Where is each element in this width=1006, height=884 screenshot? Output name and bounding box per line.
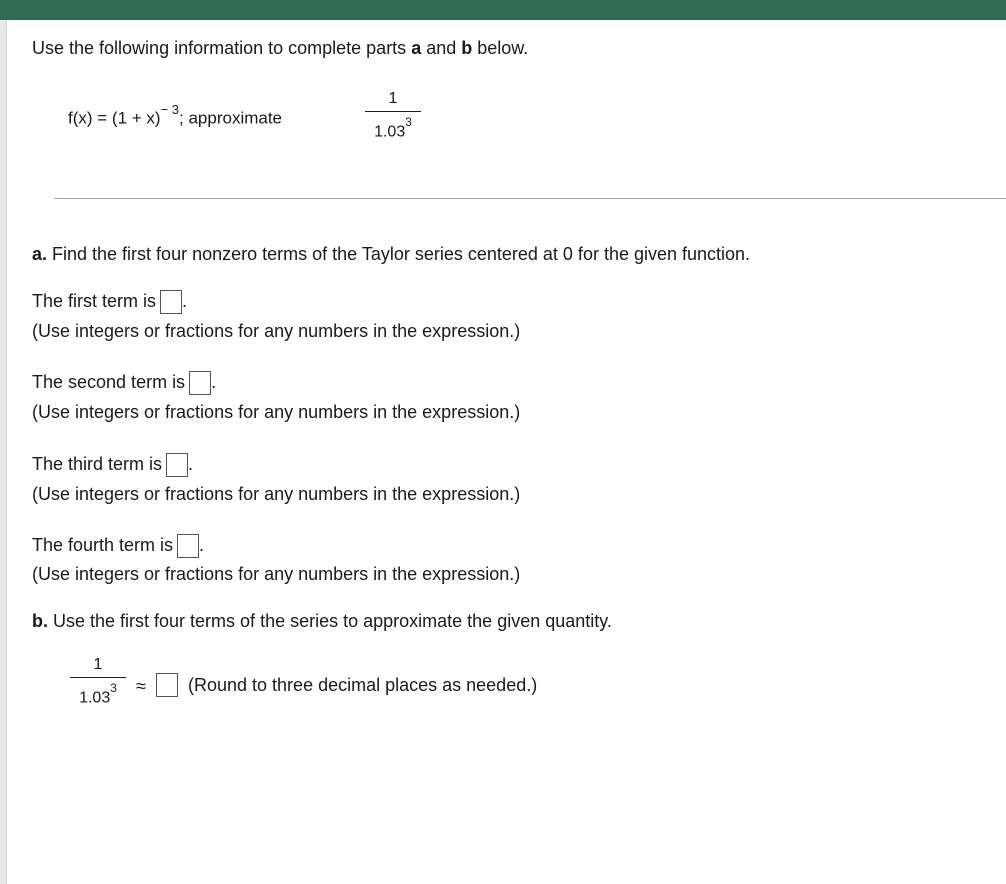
fourth-term-line: The fourth term is . — [32, 534, 204, 558]
second-term-hint: (Use integers or fractions for any numbers in the expression.) — [32, 402, 521, 422]
part-b-numerator: 1 — [93, 656, 103, 673]
intro-and: and — [421, 38, 462, 58]
intro-text: Use the following information to complete parts — [32, 38, 412, 58]
instructions — [32, 38, 528, 59]
left-panel-edge — [0, 20, 7, 884]
intro-part-b: b — [461, 38, 473, 58]
rounding-note: (Round to three decimal places as needed.) — [188, 675, 538, 695]
top-bar — [0, 0, 1006, 20]
part-a-text: Find the first four nonzero terms of the Taylor series centered at 0 for the given function. — [47, 244, 751, 264]
third-term-hint: (Use integers or fractions for any numbers in the expression.) — [32, 484, 521, 504]
fourth-term-hint: (Use integers or fractions for any numbers in the expression.) — [32, 564, 521, 584]
part-b-answer-box[interactable] — [156, 673, 178, 697]
first-term-label: The first term is — [32, 290, 157, 311]
first-term-answer-box[interactable] — [160, 290, 182, 314]
part-b-text: Use the first four terms of the series to approximate the given quantity. — [48, 611, 612, 631]
third-term-answer-box[interactable] — [166, 453, 188, 477]
approx-symbol: ≈ — [136, 676, 146, 696]
second-term-answer-box[interactable] — [189, 371, 211, 395]
part-b-fraction-bar — [70, 677, 126, 678]
part-a-prompt — [32, 244, 750, 265]
fraction-denominator: 1.03$^3$ — [374, 115, 412, 141]
section-divider — [54, 198, 1006, 199]
fourth-term-answer-box[interactable] — [177, 534, 199, 558]
second-term-label: The second term is — [32, 371, 186, 392]
part-a-label: a. — [32, 244, 48, 264]
part-b-prompt — [32, 611, 612, 632]
function-exponent: − 3 — [160, 102, 180, 117]
part-b-fraction — [70, 654, 126, 708]
fourth-term-label: The fourth term is — [32, 534, 174, 555]
part-b-denominator: 1.03$^3$ — [79, 681, 117, 707]
first-term-line: The first term is . — [32, 290, 187, 314]
intro-part-a: a — [411, 38, 422, 58]
approx-fraction — [365, 88, 421, 142]
first-term-hint: (Use integers or fractions for any numbers in the expression.) — [32, 321, 521, 341]
intro-suffix: below. — [472, 38, 529, 58]
fraction-numerator: 1 — [388, 90, 398, 107]
third-term-line: The third term is . — [32, 453, 193, 477]
fraction-bar — [365, 111, 421, 112]
approximate-label: ; approximate — [179, 108, 283, 128]
part-b-label: b. — [32, 611, 48, 631]
second-term-line: The second term is . — [32, 371, 216, 395]
function-expression: $f(x) = (1 + x)^{- 3}$; approximate — [68, 102, 283, 128]
third-term-label: The third term is — [32, 453, 163, 474]
